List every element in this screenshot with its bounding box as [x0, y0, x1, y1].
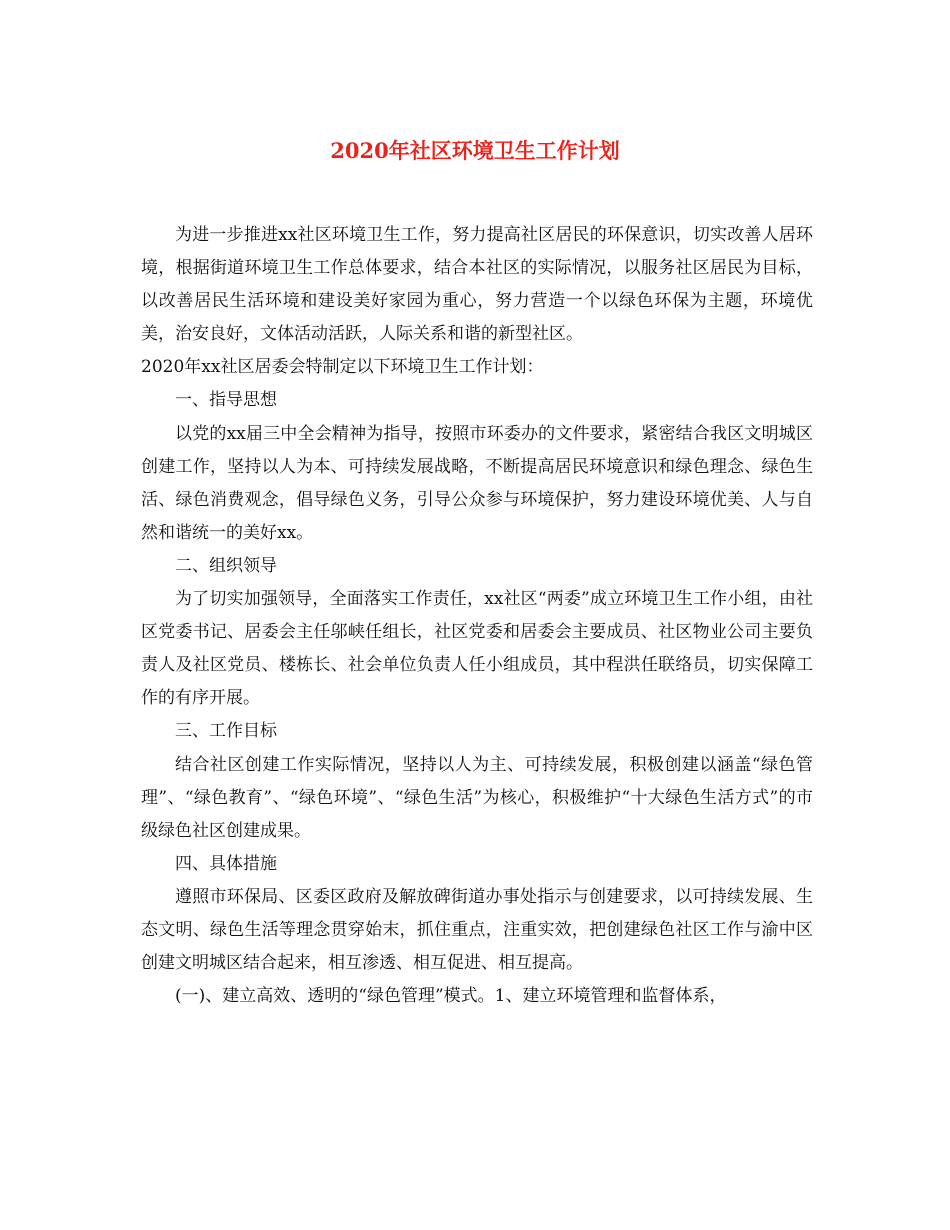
section-heading-3: 三、工作目标	[175, 721, 277, 742]
intro-paragraph: 为进一步推进xx社区环境卫生工作，努力提高社区居民的环保意识，切实改善人居环境，根据街道环境卫生工作总体要求，结合本社区的实际情况，以服务社区居民为目标，以改善居民生活环境和建设美好家园为重心，努力营造一个以绿色环保为主题，环境优美，治安良好，文体活动活跃，人际关系和谐的新型社区。	[141, 225, 813, 345]
plan-intro-line: 2020年xx社区居委会特制定以下环境卫生工作计划：	[141, 357, 544, 378]
document-body	[141, 219, 813, 1013]
section-2-paragraph: 为了切实加强领导，全面落实工作责任，xx社区“两委”成立环境卫生工作小组，由社区党委书记、居委会主任邬峡任组长，社区党委和居委会主要成员、社区物业公司主要负责人及社区党员、楼栋长、社会单位负责人任小组成员，其中程洪任联络员，切实保障工作的有序开展。	[141, 589, 813, 709]
section-heading-1: 一、指导思想	[175, 390, 277, 411]
section-3-paragraph: 结合社区创建工作实际情况，坚持以人为主、可持续发展，积极创建以涵盖“绿色管理”、“绿色教育”、“绿色环境”、“绿色生活”为核心，积极维护“十大绿色生活方式”的市级绿色社区创建成果。	[141, 754, 813, 841]
section-4-paragraph: 遵照市环保局、区委区政府及解放碑街道办事处指示与创建要求，以可持续发展、生态文明、绿色生活等理念贯穿始末，抓住重点，注重实效，把创建绿色社区工作与渝中区创建文明城区结合起来，相互渗透、相互促进、相互提高。	[141, 886, 813, 974]
section-1-paragraph: 以党的xx届三中全会精神为指导，按照市环委办的文件要求，紧密结合我区文明城区创建工作，坚持以人为本、可持续发展战略，不断提高居民环境意识和绿色理念、绿色生活、绿色消费观念，倡导绿色义务，引导公众参与环境保护，努力建设环境优美、人与自然和谐统一的美好xx。	[141, 423, 813, 543]
section-heading-4: 四、具体措施	[175, 853, 277, 874]
document-title: 2020年社区环境卫生工作计划	[330, 138, 620, 163]
section-heading-2: 二、组织领导	[175, 555, 277, 576]
subsection-1-paragraph: (一)、建立高效、透明的“绿色管理”模式。1、建立环境管理和监督体系，	[175, 986, 727, 1007]
